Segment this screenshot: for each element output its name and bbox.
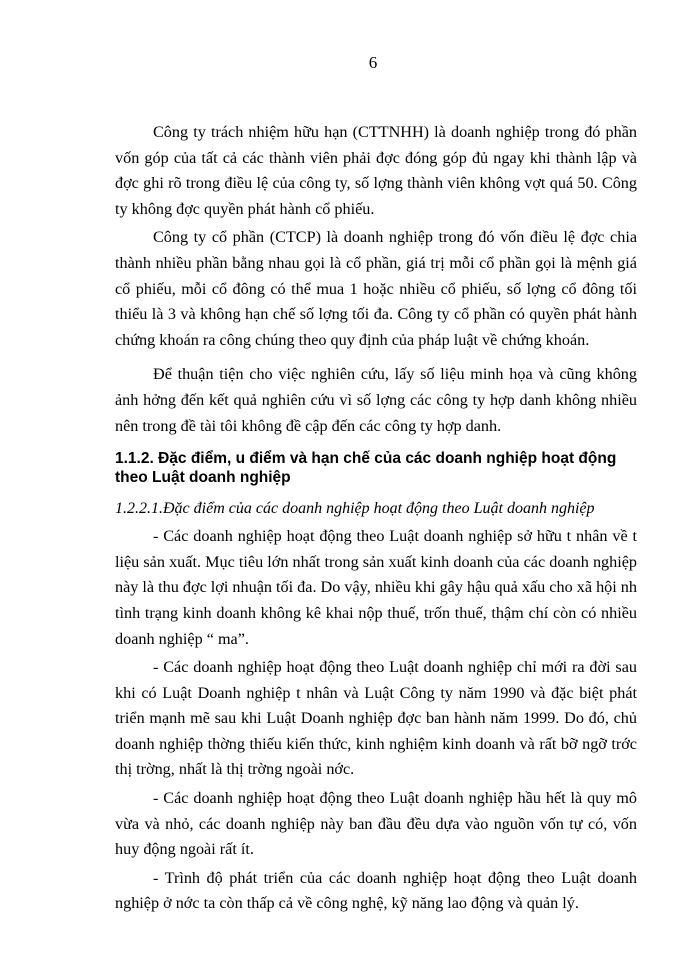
paragraph-ra-doi: - Các doanh nghiệp hoạt động theo Luật doanh nghiệp chỉ mới ra đời sau khi có Luật Doanh nghiệp t nhân và Luật Công ty năm 1990 và đặc biệt phát triển mạnh mẽ sau khi Luật Doanh nghiệp đợc ban hành năm 1999. Do đó, chủ doanh nghiệp thờng thiếu kiến thức, kinh nghiệm kinh doanh và rất bỡ ngỡ trớc thị trờng, nhất là thị trờng ngoài nớc. [115,658,637,779]
subsection-heading: 1.2.2.1.Đặc điểm của các doanh nghiệp hoạt động theo Luật doanh nghiệp [115,500,595,518]
paragraph-cttnhh: Công ty trách nhiệm hữu hạn (CTTNHH) là doanh nghiệp trong đó phần vốn góp của tất cả các thành viên phải đợc đóng góp đủ ngay khi thành lập và đợc ghi rõ trong điều lệ của công ty, số lợng thành viên không vợt quá 50. Công ty không đợc quyền phát hành cổ phiếu. [115,123,637,218]
page-number: 6 [368,53,378,72]
paragraph-trinh-do: - Trình độ phát triển của các doanh nghiệp hoạt động theo Luật doanh nghiệp ở nớc ta còn thấp cả về công nghệ, kỹ năng lao động và quản lý. [115,868,637,913]
document-body [115,120,637,917]
paragraph-quy-mo: - Các doanh nghiệp hoạt động theo Luật doanh nghiệp hầu hết là quy mô vừa và nhỏ, các doanh nghiệp này ban đầu đều dựa vào nguồn vốn tự có, vốn huy động ngoài rất ít. [115,789,637,859]
paragraph-so-huu: - Các doanh nghiệp hoạt động theo Luật doanh nghiệp sở hữu t nhân về t liệu sản xuất. Mục tiêu lớn nhất trong sản xuất kinh doanh của các doanh nghiệp này là thu đợc lợi nhuận tối đa. Do vậy, nhiều khi gây hậu quả xấu cho xã hội nh tình trạng kinh doanh không kê khai nộp thuế, trốn thuế, thậm chí còn có nhiều doanh nghiệp “ ma”. [115,527,637,648]
paragraph-ctcp: Công ty cổ phần (CTCP) là doanh nghiệp trong đó vốn điều lệ đợc chia thành nhiều phần bằng nhau gọi là cổ phần, giá trị mỗi cổ phần gọi là mệnh giá cổ phiếu, mỗi cổ đông có thể mua 1 hoặc nhiều cổ phiếu, số lợng cổ đông tối thiểu là 3 và không hạn chế số lợng tối đa. Công ty cổ phần có quyền phát hành chứng khoán ra công chúng theo quy định của pháp luật về chứng khoán. [115,228,637,349]
paragraph-hop-danh: Để thuận tiện cho việc nghiên cứu, lấy số liệu minh họa và cũng không ảnh hởng đến kết quả nghiên cứu vì số lợng các công ty hợp danh không nhiều nên trong đề tài tôi không đề cập đến các công ty hợp danh. [115,365,637,435]
section-heading: 1.1.2. Đặc điểm, u điểm và hạn chế của các doanh nghiệp hoạt động theo Luật doanh nghiệp [115,450,617,487]
